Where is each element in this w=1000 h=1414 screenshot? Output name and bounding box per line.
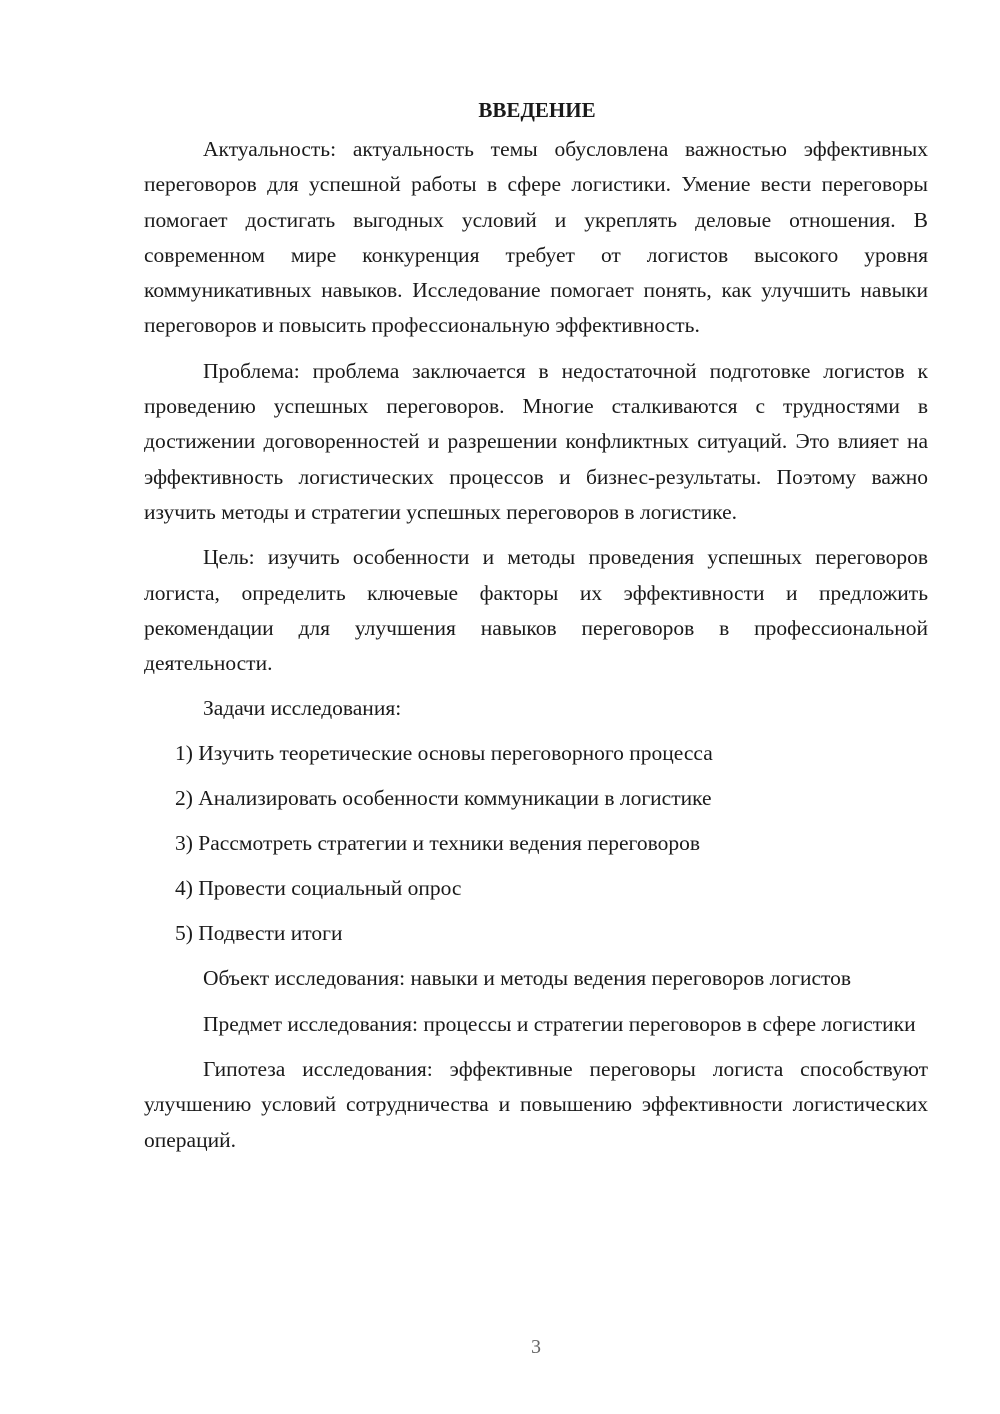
problem-paragraph: Проблема: проблема заключается в недостаточной подготовке логистов к проведению успешных переговоров. Многие сталкиваются с трудностями в достижении договоренностей и разрешении конфликтных ситуаций. Это влияет на эффективность логистических процессов и бизнес-результаты. Поэтому важно изучить методы и стратегии успешных переговоров в логистике. [144, 358, 928, 524]
list-item: 4) Провести социальный опрос [175, 876, 462, 901]
tasks-heading: Задачи исследования: [203, 696, 402, 721]
task-list [144, 736, 928, 951]
object-paragraph: Объект исследования: навыки и методы ведения переговоров логистов [203, 966, 852, 991]
document-body [144, 93, 928, 1158]
list-item: 1) Изучить теоретические основы переговорного процесса [175, 741, 713, 766]
page-title: ВВЕДЕНИЕ [478, 98, 596, 122]
page-number: 3 [531, 1336, 541, 1358]
hypothesis-paragraph: Гипотеза исследования: эффективные переговоры логиста способствуют улучшению условий сотрудничества и повышению эффективности логистических операций. [144, 1057, 928, 1152]
goal-paragraph: Цель: изучить особенности и методы проведения успешных переговоров логиста, определить ключевые факторы их эффективности и предложить рекомендации для улучшения навыков переговоров в профессиональной деятельности. [144, 545, 928, 676]
list-item: 3) Рассмотреть стратегии и техники ведения переговоров [175, 831, 700, 856]
list-item: 5) Подвести итоги [175, 921, 343, 946]
relevance-paragraph: Актуальность: актуальность темы обусловлена важностью эффективных переговоров для успешной работы в сфере логистики. Умение вести переговоры помогает достигать выгодных условий и укреплять деловые отношения. В современном мире конкуренция требует от логистов высокого уровня коммуникативных навыков. Исследование помогает понять, как улучшить навыки переговоров и повысить профессиональную эффективность. [144, 137, 928, 338]
list-item: 2) Анализировать особенности коммуникации в логистике [175, 786, 712, 811]
subject-paragraph: Предмет исследования: процессы и стратегии переговоров в сфере логистики [203, 1011, 916, 1036]
